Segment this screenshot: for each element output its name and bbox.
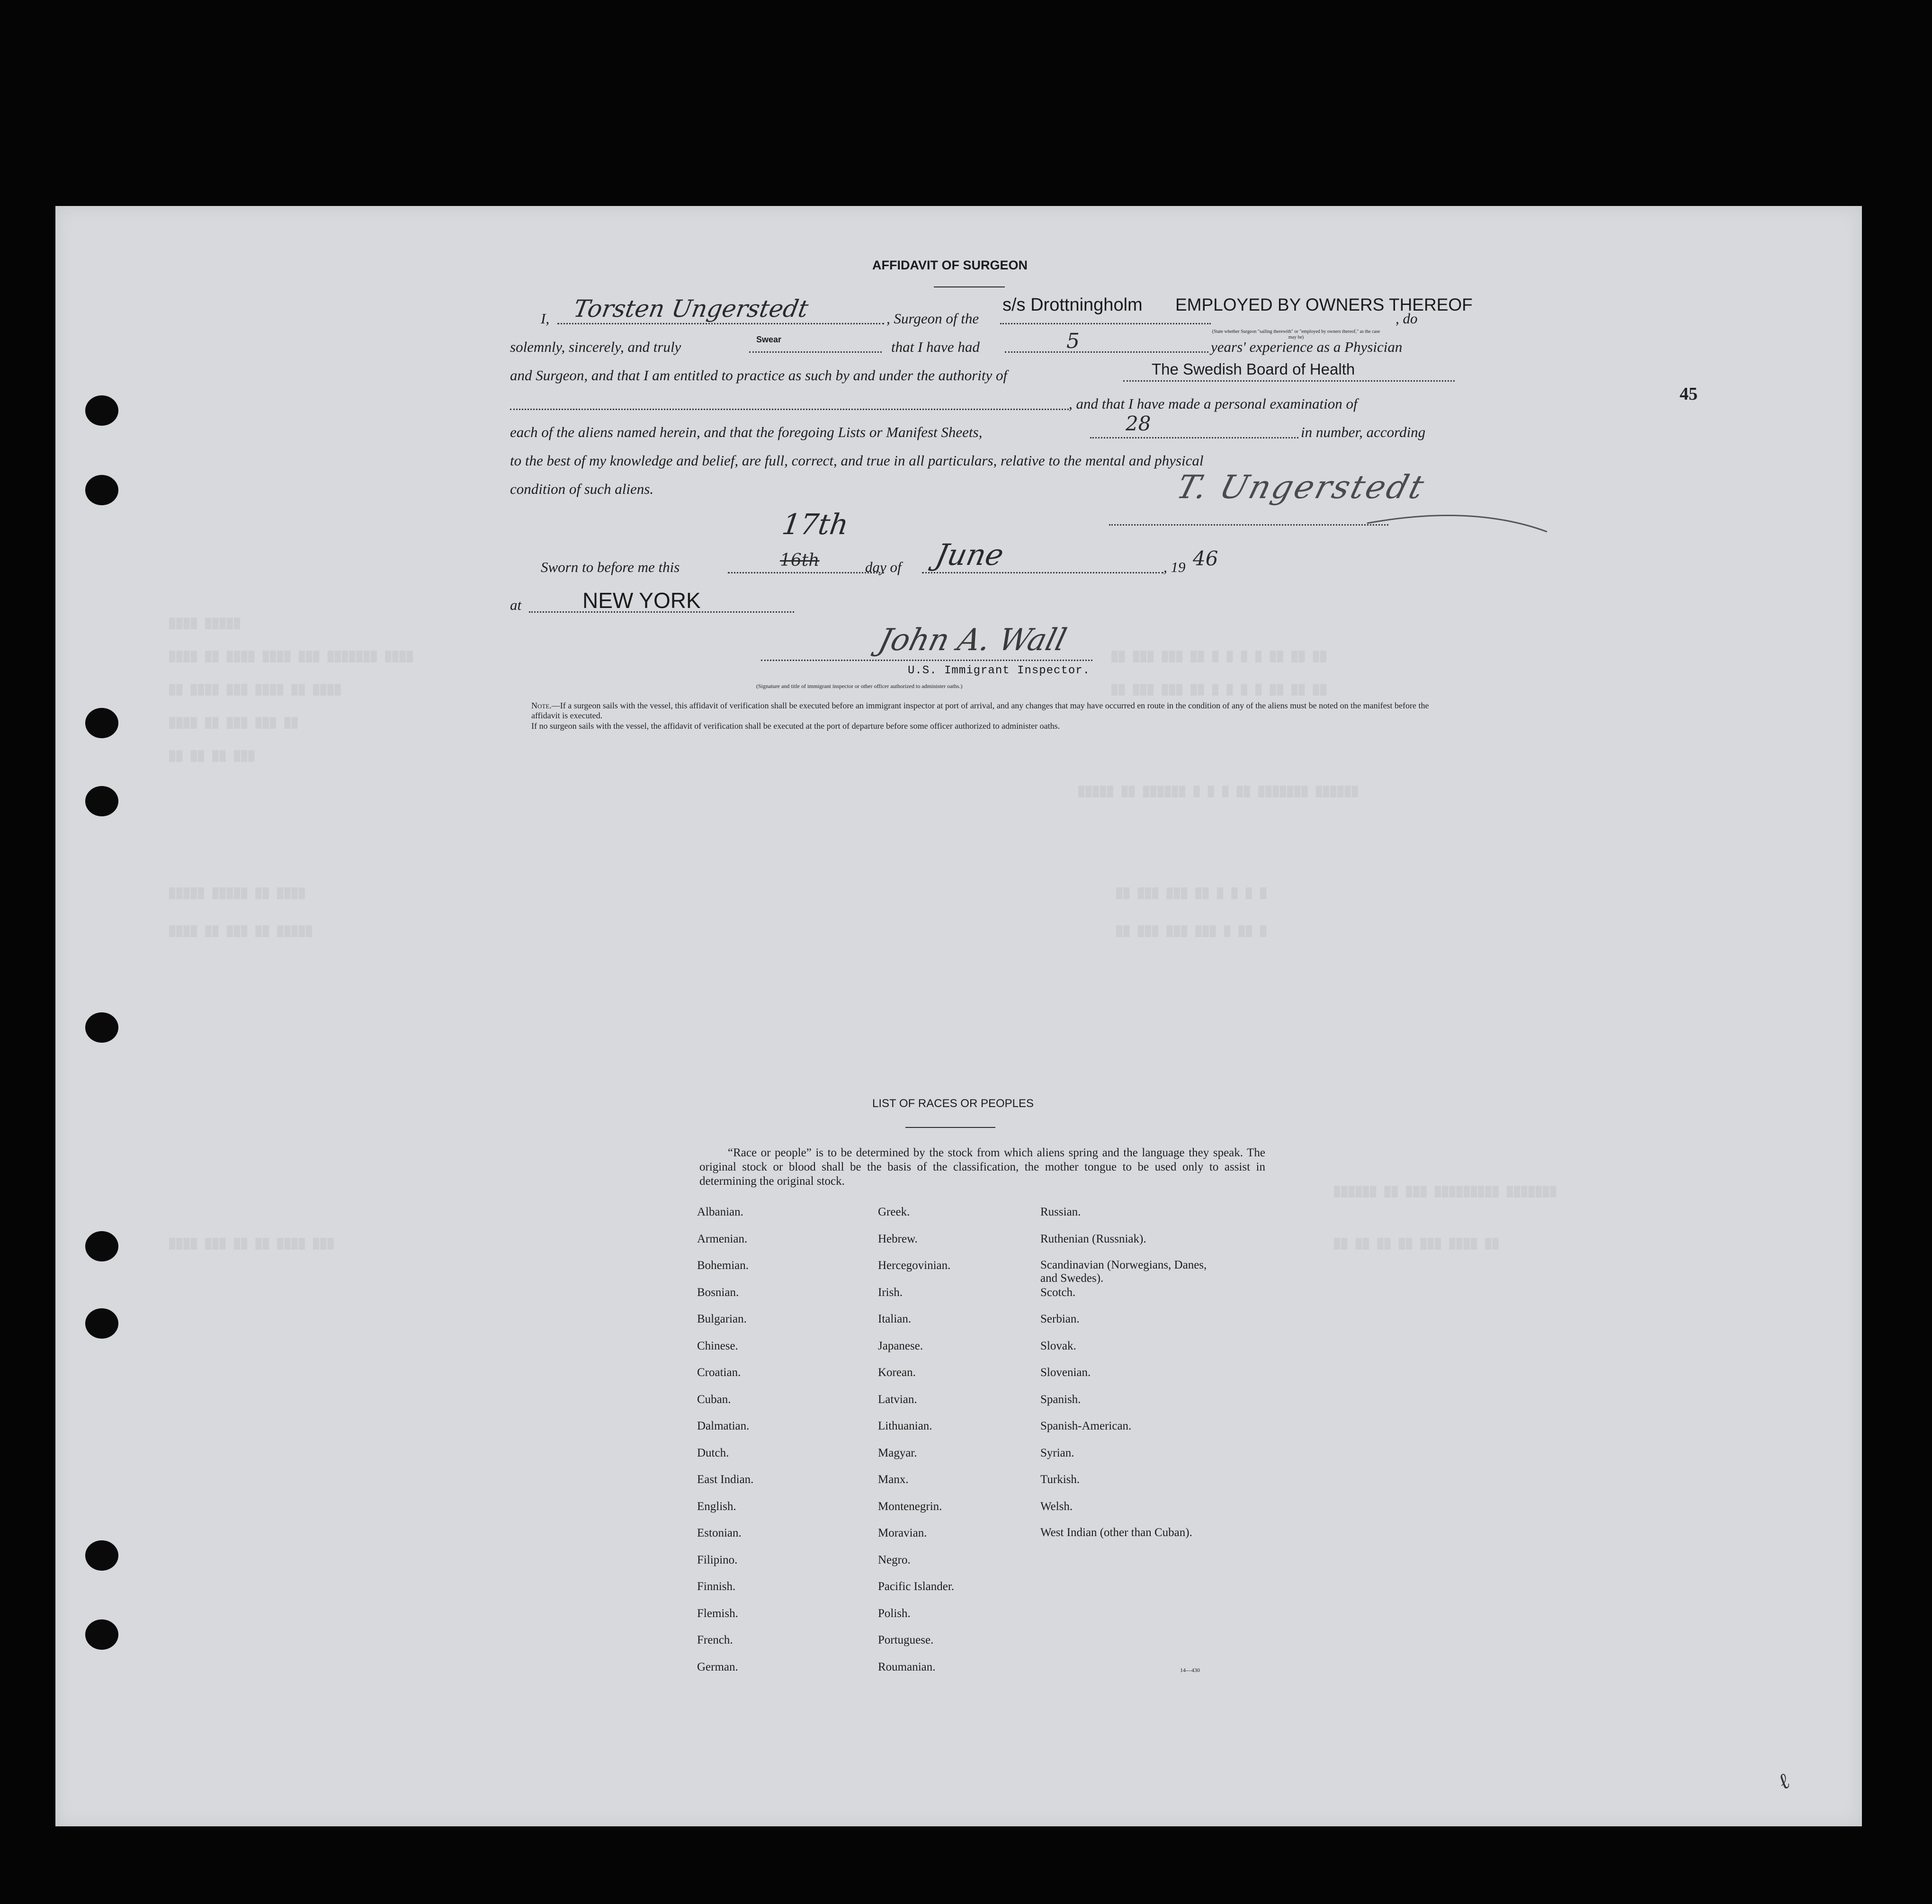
race-item: German. xyxy=(697,1660,738,1673)
authority-continuation-field xyxy=(510,409,1069,410)
race-item: Pacific Islander. xyxy=(878,1580,955,1593)
manifest-page: ▒▒▒▒ ▒▒▒▒▒ ▒▒▒▒ ▒▒ ▒▒▒▒ ▒▒▒▒ ▒▒▒ ▒▒▒▒▒▒▒ ▒▒▒▒ ▒▒ ▒▒▒▒ ▒▒▒ ▒▒▒▒ ▒▒ ▒▒▒▒ ▒▒▒▒ ▒▒ ▒▒▒ ▒▒▒ ▒▒ ▒▒ ▒▒ ▒▒ ▒▒▒ ▒▒ ▒▒▒ ▒▒▒ ▒▒ ▒ ▒ ▒ ▒ ▒▒ ▒▒ ▒▒ ▒▒ ▒▒▒ ▒▒▒ ▒▒ ▒ ▒ ▒ ▒ ▒▒ ▒▒ ▒▒ ▒▒▒▒▒ ▒▒ ▒▒▒▒▒▒ ▒ ▒ ▒ ▒▒ ▒▒▒▒▒▒▒ ▒▒▒▒▒▒ ▒▒▒▒▒ ▒▒▒▒▒ ▒▒ ▒▒▒▒ ▒▒▒▒ ▒▒ ▒▒▒ ▒▒ ▒▒▒▒▒ ▒▒ ▒▒▒ ▒▒▒ ▒▒ ▒ ▒ ▒ ▒ ▒▒ ▒▒▒ ▒▒▒ ▒▒▒ ▒ ▒▒ ▒ ▒▒▒▒▒▒ ▒▒ ▒▒▒ ▒▒▒▒▒▒▒▒▒ ▒▒▒▒▒▒▒ ▒▒▒▒ ▒▒▒ ▒▒ ▒▒ ▒▒▒▒ ▒▒▒ ▒▒ ▒▒ ▒▒ ▒▒ ▒▒▒ ▒▒▒▒ ▒▒ AFFIDAVIT OF SURGEON I, Torsten Ungerstedt , Surgeon of the s/s Drottningholm EMPLOYED BY OWNERS THEREOF , do (State whether Surgeon "sailing therewith" or "employed by owners thereof," as the case may be) solemnly, sincerely, and truly Swear that I have had 5 years' experience as a Physician and Surgeon, and that I am entitled to practice as such by and under the authority of The Swedish Board of Health , and that I have made a personal examination of each of the aliens named herein, and that the foregoing Lists or Manifest Sheets, 28 in number, according to the best of my knowledge and belief, are full, correct, and true in all particulars, relative to the mental and physical condition of such aliens. T. Ungerstedt Sworn to before me this 16th 17th day of June , 19 46 at NEW YORK John A. Wall U.S. Immigrant Inspector. (Signature and title of immigrant inspector or other officer authorized to administer oaths.) Note.—If a surgeon sails with the vessel, this affidavit of verification shall be executed before an immigrant inspector at port of arrival, and any changes that may have occurred en route in the condition of any of the aliens must be noted on the manifest before the affidavit is executed. If no surgeon sails with the vessel, the affidavit of verification shall be executed at the port of departure before some officer authorized to administer oaths. 45 LIST OF RACES OR PEOPLES “Race or people” is to be determined by the stock from which aliens spring and the language they speak. The original stock or blood shall be the basis of the classification, the mother tongue to be used only to assist in determining the original stock. Albanian. Armenian. Bohemian. Bosnian. Bulgarian. Chinese. Croatian. Cuban. Dalmatian. Dutch. East Indian. English. Estonian. Filipino. Finnish. Flemish. French. German. Greek. Hebrew. Hercegovinian. Irish. Italian. Japanese. Korean. Latvian. Lithuanian. Magyar. Manx. Montenegrin. Moravian. Negro. Pacific Islander. Polish. Portuguese. Roumanian. Russian. Ruthenian (Russniak). Scandinavian (Norwegians, Danes, and Swedes). Scotch. Serbian. Slovak. Slovenian. Spanish. Spanish-American. Syrian. Turkish. Welsh. West Indian (other than Cuban). 14—430 ℓ xyxy=(55,206,1862,1826)
race-item: Armenian. xyxy=(697,1232,748,1245)
corner-mark: ℓ xyxy=(1773,1768,1794,1795)
race-item: Hebrew. xyxy=(878,1232,918,1245)
race-item: Greek. xyxy=(878,1206,910,1218)
race-item: Slovenian. xyxy=(1040,1366,1091,1379)
vessel-field xyxy=(1000,323,1211,324)
affidavit-line7: condition of such aliens. xyxy=(510,481,654,497)
sworn-month-field xyxy=(922,572,1163,573)
note-text: —If a surgeon sails with the vessel, this affidavit of verification shall be executed before an immigrant inspector at port of arrival, and any changes that may have occurred en route in the condition of any of the aliens must be noted on the manifest before the affidavit is executed. xyxy=(531,701,1429,720)
sworn-year-prefix: , 19 xyxy=(1163,559,1186,575)
sworn-year-handwritten: 46 xyxy=(1193,547,1218,570)
race-item: Japanese. xyxy=(878,1339,923,1352)
place-city: NEW YORK xyxy=(582,588,701,613)
place-field xyxy=(529,611,794,613)
race-item: Portuguese. xyxy=(878,1634,934,1646)
race-item: Bulgarian. xyxy=(697,1313,747,1325)
race-item: West Indian (other than Cuban). xyxy=(1040,1526,1192,1539)
race-item: Flemish. xyxy=(697,1607,738,1620)
binder-hole xyxy=(85,1540,118,1571)
races-intro: “Race or people” is to be determined by the stock from which aliens spring and the language they speak. The original stock or blood shall be the basis of the classification, the mother tongue to be used only to assist in determining the original stock. xyxy=(699,1146,1265,1188)
race-item: Montenegrin. xyxy=(878,1500,942,1513)
binder-hole xyxy=(85,708,118,738)
race-item: Turkish. xyxy=(1040,1473,1080,1486)
race-item: French. xyxy=(697,1634,733,1646)
sheets-field xyxy=(1090,437,1298,438)
race-item: Scotch. xyxy=(1040,1286,1076,1299)
race-item: Croatian. xyxy=(697,1366,741,1379)
sworn-day-handwritten: 17th xyxy=(780,508,851,541)
affidavit-line1-mid: , Surgeon of the xyxy=(886,310,979,327)
binder-hole xyxy=(85,786,118,816)
race-item: Finnish. xyxy=(697,1580,736,1593)
title-rule xyxy=(934,286,1005,287)
race-item: Italian. xyxy=(878,1313,912,1325)
race-item: English. xyxy=(697,1500,736,1513)
race-item: Irish. xyxy=(878,1286,903,1299)
race-item: Welsh. xyxy=(1040,1500,1073,1513)
race-item: Moravian. xyxy=(878,1527,927,1539)
race-item: Serbian. xyxy=(1040,1313,1080,1325)
affidavit-note xyxy=(531,701,1459,721)
race-item: Ruthenian (Russniak). xyxy=(1040,1232,1146,1245)
binder-hole xyxy=(85,475,118,505)
affidavit-line3-pre: and Surgeon, and that I am entitled to practice as such by and under the authority of xyxy=(510,367,1008,384)
race-item: Negro. xyxy=(878,1553,911,1566)
affidavit-line5-pre: each of the aliens named herein, and that the foregoing Lists or Manifest Sheets, xyxy=(510,424,983,440)
race-item: Bohemian. xyxy=(697,1259,749,1272)
surgeon-name-field xyxy=(557,323,884,324)
note-label: Note. xyxy=(531,701,552,710)
affidavit-line2-mid: that I have had xyxy=(891,339,980,355)
place-pre: at xyxy=(510,597,522,613)
race-item: Hercegovinian. xyxy=(878,1259,951,1272)
race-item: Estonian. xyxy=(697,1527,742,1539)
race-item: Dalmatian. xyxy=(697,1420,750,1432)
signature-flourish xyxy=(1362,500,1552,537)
binder-hole xyxy=(85,1012,118,1043)
race-item: Manx. xyxy=(878,1473,909,1486)
affidavit-line2-post: years' experience as a Physician xyxy=(1211,339,1403,355)
employment-note: (State whether Surgeon "sailing therewith" or "employed by owners thereof," as the case may be) xyxy=(1212,329,1380,340)
race-item: Cuban. xyxy=(697,1393,731,1406)
race-item: Scandinavian (Norwegians, Danes, and Swedes). xyxy=(1040,1259,1207,1285)
years-field xyxy=(1005,351,1208,353)
affidavit-note-2: If no surgeon sails with the vessel, the affidavit of verification shall be executed at the port of departure before some officer authorized to administer oaths. xyxy=(531,721,1060,731)
authority-name: The Swedish Board of Health xyxy=(1152,360,1355,378)
race-item: Roumanian. xyxy=(878,1660,936,1673)
races-title: LIST OF RACES OR PEOPLES xyxy=(872,1097,1034,1110)
race-item: East Indian. xyxy=(697,1473,754,1486)
race-item: Syrian. xyxy=(1040,1446,1074,1459)
binder-hole xyxy=(85,1308,118,1339)
affidavit-title: AFFIDAVIT OF SURGEON xyxy=(872,258,1028,272)
sworn-day-field xyxy=(728,572,884,573)
sworn-month-handwritten: June xyxy=(932,537,1007,572)
race-item: Lithuanian. xyxy=(878,1420,932,1432)
surgeon-signature-field xyxy=(1109,524,1388,526)
race-item: Slovak. xyxy=(1040,1339,1076,1352)
sworn-mid: day of xyxy=(865,559,902,575)
affidavit-line1-post: , do xyxy=(1395,310,1418,327)
race-item: Russian. xyxy=(1040,1206,1081,1218)
race-item: Chinese. xyxy=(697,1339,738,1352)
inspector-signature: John A. Wall xyxy=(875,623,1070,658)
binder-hole xyxy=(85,1619,118,1650)
race-item: Filipino. xyxy=(697,1553,738,1566)
race-item: Magyar. xyxy=(878,1446,917,1459)
form-number: 14—430 xyxy=(1180,1667,1200,1673)
page-number: 45 xyxy=(1680,384,1698,404)
race-item: Dutch. xyxy=(697,1446,729,1459)
race-item: Bosnian. xyxy=(697,1286,739,1299)
affidavit-line1-pre: I, xyxy=(541,310,550,327)
sheets-handwritten: 28 xyxy=(1126,412,1151,435)
sworn-day-struck: 16th xyxy=(780,551,820,570)
race-item: Latvian. xyxy=(878,1393,917,1406)
affidavit-line6: to the best of my knowledge and belief, are full, correct, and true in all particulars, relative to the mental and physical xyxy=(510,452,1204,469)
inspector-caption: (Signature and title of immigrant inspector or other officer authorized to administer oaths.) xyxy=(756,683,963,689)
authority-field xyxy=(1123,380,1455,382)
vessel-name: s/s Drottningholm xyxy=(1002,295,1143,315)
affidavit-line5-post: in number, according xyxy=(1301,424,1426,440)
race-item: Polish. xyxy=(878,1607,911,1620)
affidavit-line2-pre: solemnly, sincerely, and truly xyxy=(510,339,681,355)
race-item: Albanian. xyxy=(697,1206,743,1218)
surgeon-name-handwritten: Torsten Ungerstedt xyxy=(571,295,811,322)
inspector-title: U.S. Immigrant Inspector. xyxy=(908,664,1091,677)
sworn-pre: Sworn to before me this xyxy=(541,559,680,575)
race-item: Spanish-American. xyxy=(1040,1420,1132,1432)
affidavit-line4: , and that I have made a personal examination of xyxy=(1069,395,1358,412)
employment-status: EMPLOYED BY OWNERS THEREOF xyxy=(1175,295,1473,314)
surgeon-signature: T. Ungerstedt xyxy=(1172,469,1430,506)
inspector-signature-field xyxy=(761,660,1092,661)
oath-word: Swear xyxy=(756,335,782,344)
oath-field xyxy=(749,351,882,353)
binder-hole xyxy=(85,1231,118,1261)
years-handwritten: 5 xyxy=(1066,329,1080,353)
race-item: Spanish. xyxy=(1040,1393,1081,1406)
race-item: Korean. xyxy=(878,1366,916,1379)
races-title-rule xyxy=(905,1127,995,1128)
binder-hole xyxy=(85,395,118,426)
